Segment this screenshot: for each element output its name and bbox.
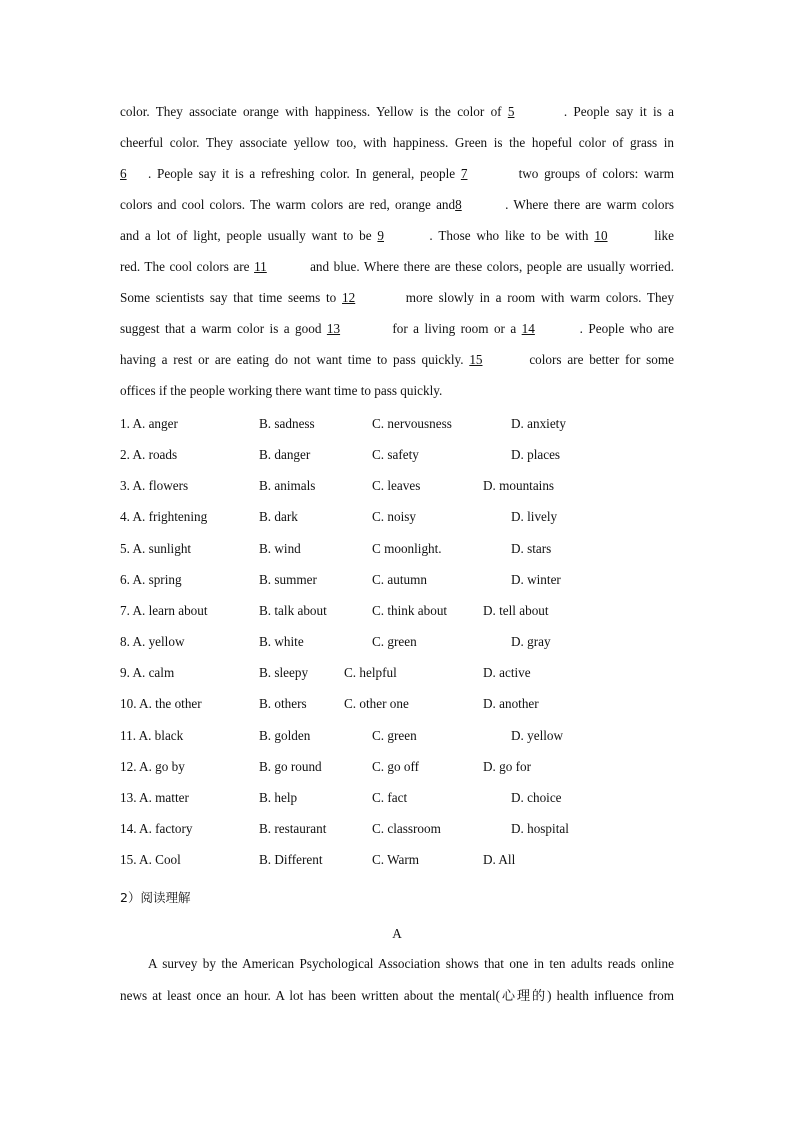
option-a[interactable]: 15. A. Cool — [120, 852, 181, 867]
option-c[interactable]: C. autumn — [372, 572, 427, 587]
question-1 — [0, 415, 794, 433]
option-c[interactable]: C. green — [372, 634, 417, 649]
option-a[interactable]: 13. A. matter — [120, 790, 189, 805]
option-a[interactable]: 9. A. calm — [120, 665, 175, 680]
passage-text: and a lot of light, people usually want to be — [120, 228, 378, 243]
option-b[interactable]: B. talk about — [259, 603, 327, 618]
option-d[interactable]: D. lively — [511, 509, 558, 524]
option-b[interactable]: B. animals — [259, 478, 316, 493]
blank-11: 11 — [254, 259, 267, 274]
option-a[interactable]: 8. A. yellow — [120, 634, 185, 649]
blank-8: 8 — [455, 197, 462, 212]
passage-line — [120, 165, 674, 183]
option-a[interactable]: 4. A. frightening — [120, 509, 208, 524]
option-b[interactable]: B. golden — [259, 728, 311, 743]
blank-13: 13 — [326, 321, 341, 336]
option-a[interactable]: 7. A. learn about — [120, 603, 208, 618]
option-b[interactable]: B. summer — [259, 572, 317, 587]
option-a[interactable]: 2. A. roads — [120, 447, 178, 462]
passage-line — [120, 289, 674, 307]
question-3 — [0, 477, 794, 495]
passage-text: Some scientists say that time seems to — [120, 290, 343, 305]
option-d[interactable]: D. winter — [511, 572, 561, 587]
question-8 — [0, 633, 794, 651]
option-a[interactable]: 14. A. factory — [120, 821, 193, 836]
option-c[interactable]: C. nervousness — [372, 416, 452, 431]
passage-line — [120, 351, 674, 369]
option-c[interactable]: C moonlight. — [372, 541, 442, 556]
question-12 — [0, 758, 794, 776]
option-a[interactable]: 11. A. black — [120, 728, 184, 743]
passage-line — [120, 258, 674, 276]
passage-text: for a living room or a — [386, 321, 522, 336]
blank-15: 15 — [469, 352, 483, 367]
option-c[interactable]: C. go off — [372, 759, 420, 774]
option-d[interactable]: D. anxiety — [511, 416, 566, 431]
blank-6: 6 — [120, 166, 127, 181]
option-d[interactable]: D. places — [511, 447, 561, 462]
passage-text: two groups of colors: warm — [512, 166, 674, 181]
option-a[interactable]: 5. A. sunlight — [120, 541, 192, 556]
option-b[interactable]: B. sleepy — [259, 665, 309, 680]
option-a[interactable]: 3. A. flowers — [120, 478, 189, 493]
passage-line — [120, 382, 674, 400]
option-c[interactable]: C. fact — [372, 790, 408, 805]
option-b[interactable]: B. danger — [259, 447, 311, 462]
passage-a-title: A — [392, 926, 402, 941]
option-b[interactable]: B. help — [259, 790, 298, 805]
passage-text: like — [648, 228, 674, 243]
option-d[interactable]: D. choice — [511, 790, 562, 805]
blank-5: 5 — [507, 104, 515, 119]
blank-14: 14 — [521, 321, 535, 336]
blank-9: 9 — [377, 228, 385, 243]
question-2 — [0, 446, 794, 464]
option-b[interactable]: B. white — [259, 634, 304, 649]
option-d[interactable]: D. yellow — [511, 728, 564, 743]
passage-text: . People say it is a refreshing color. In general, people — [148, 166, 461, 181]
question-7 — [0, 602, 794, 620]
option-a[interactable]: 6. A. spring — [120, 572, 182, 587]
question-9 — [0, 664, 794, 682]
option-b[interactable]: B. others — [259, 696, 307, 711]
option-c[interactable]: C. green — [372, 728, 417, 743]
passage-text: more slowly in a room with warm colors. They — [400, 290, 674, 305]
option-b[interactable]: B. Different — [259, 852, 323, 867]
passage-line — [120, 134, 674, 152]
option-c[interactable]: C. helpful — [344, 665, 397, 680]
option-c[interactable]: C. other one — [344, 696, 409, 711]
option-b[interactable]: B. dark — [259, 509, 298, 524]
option-c[interactable]: C. leaves — [372, 478, 421, 493]
passage-text: colors are better for some — [529, 352, 674, 367]
passage-text: suggest that a warm color is a good — [120, 321, 327, 336]
question-11 — [0, 727, 794, 745]
passage-line — [120, 227, 674, 245]
question-10 — [0, 695, 794, 713]
option-c[interactable]: C. noisy — [372, 509, 416, 524]
option-d[interactable]: D. mountains — [483, 478, 555, 493]
option-d[interactable]: D. another — [483, 696, 539, 711]
option-a[interactable]: 12. A. go by — [120, 759, 185, 774]
option-b[interactable]: B. wind — [259, 541, 301, 556]
passage-text: . People say it is a — [563, 104, 674, 119]
option-a[interactable]: 10. A. the other — [120, 696, 202, 711]
passage-text: . Where there are warm colors — [505, 197, 675, 212]
option-a[interactable]: 1. A. anger — [120, 416, 178, 431]
option-b[interactable]: B. sadness — [259, 416, 315, 431]
question-15 — [0, 851, 794, 869]
option-c[interactable]: C. classroom — [372, 821, 441, 836]
blank-10: 10 — [594, 228, 608, 243]
passage-text: offices if the people working there want time to pass quickly. — [120, 383, 443, 398]
option-d[interactable]: D. All — [483, 852, 516, 867]
passage-a-line-2: news at least once an hour. A lot has been written about the mental(心理的) health influence from — [120, 988, 674, 1003]
option-d[interactable]: D. gray — [511, 634, 551, 649]
question-14 — [0, 820, 794, 838]
passage-line — [120, 320, 674, 338]
passage-text: color. They associate orange with happiness. Yellow is the color of — [120, 104, 508, 119]
section-heading: 2）阅读理解 — [120, 890, 191, 905]
passage-text: cheerful color. They associate yellow too, with happiness. Green is the hopeful color of grass in — [120, 135, 674, 150]
passage-line — [120, 103, 674, 121]
question-6 — [0, 571, 794, 589]
option-b[interactable]: B. restaurant — [259, 821, 327, 836]
option-d[interactable]: D. hospital — [511, 821, 569, 836]
option-d[interactable]: D. go for — [483, 759, 531, 774]
blank-12: 12 — [342, 290, 356, 305]
question-5 — [0, 540, 794, 558]
option-d[interactable]: D. tell about — [483, 603, 549, 618]
passage-text: having a rest or are eating do not want time to pass quickly. — [120, 352, 470, 367]
passage-text: colors and cool colors. The warm colors are red, orange and — [120, 197, 456, 212]
option-d[interactable]: D. active — [483, 665, 531, 680]
passage-text: and blue. Where there are these colors, people are usually worried. — [310, 259, 674, 274]
passage-text: . Those who like to be with — [429, 228, 595, 243]
question-13 — [0, 789, 794, 807]
option-c[interactable]: C. think about — [372, 603, 448, 618]
option-d[interactable]: D. stars — [511, 541, 552, 556]
passage-text: . People who are — [579, 321, 674, 336]
question-4 — [0, 508, 794, 526]
option-c[interactable]: C. safety — [372, 447, 419, 462]
passage-text: red. The cool colors are — [120, 259, 255, 274]
blank-7: 7 — [460, 166, 468, 181]
passage-a-line-1: A survey by the American Psychological Association shows that one in ten adults reads online — [148, 956, 674, 971]
passage-line — [120, 196, 674, 214]
option-b[interactable]: B. go round — [259, 759, 322, 774]
option-c[interactable]: C. Warm — [372, 852, 420, 867]
